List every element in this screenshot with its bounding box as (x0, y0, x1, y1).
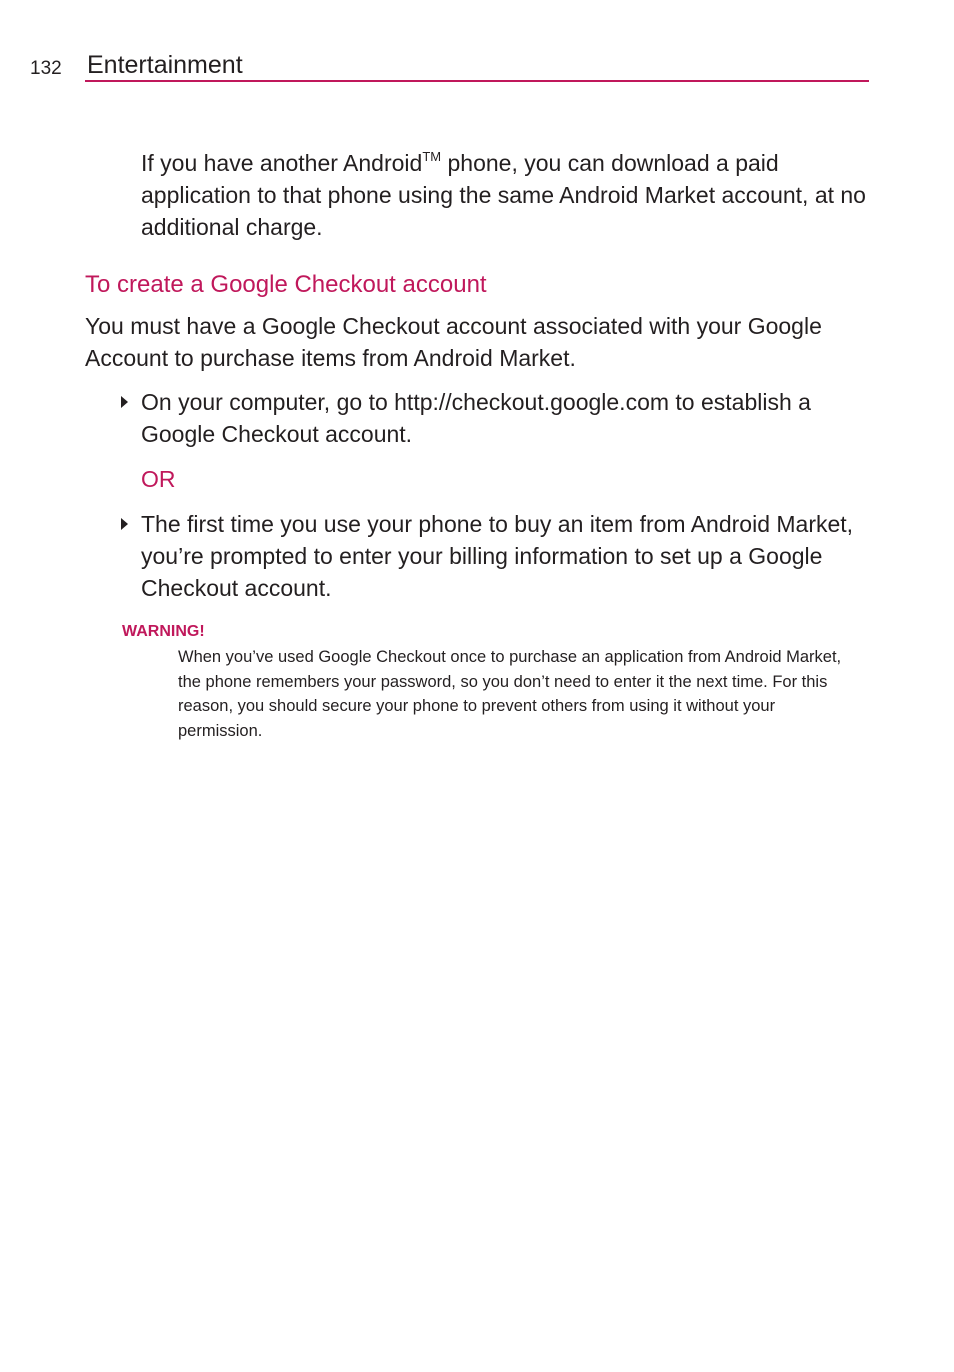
bullet-text: The first time you use your phone to buy an item from Android Market, you’re prompted to enter your billing information to set up a Google Checkout account. (141, 511, 854, 601)
subheading: To create a Google Checkout account (85, 271, 487, 298)
intro-text-end: phone, you can download a paid application to that phone using the same Android Market account, at no additional charge. (141, 150, 866, 240)
bullet-item (141, 508, 861, 604)
bullet-arrow-icon (121, 396, 128, 408)
warning-label: WARNING! (122, 623, 205, 640)
bullet-item (141, 386, 861, 450)
trademark-superscript: TM (422, 149, 442, 164)
or-label: OR (141, 466, 176, 492)
bullet-text: On your computer, go to http://checkout.google.com to establish a Google Checkout account. (141, 389, 811, 447)
bullet-arrow-icon (121, 518, 128, 530)
intro-text-start: If you have another Android (141, 150, 423, 176)
section-title: Entertainment (87, 51, 243, 79)
intro-paragraph (141, 147, 871, 243)
warning-text: When you’ve used Google Checkout once to purchase an application from Android Market, the phone remembers your password, so you don’t need to enter it the next time. For this reason, you should secure your phone to prevent others from using it without your permission. (178, 648, 842, 741)
lead-paragraph: You must have a Google Checkout account associated with your Google Account to purchase items from Android Market. (85, 313, 822, 371)
page-number: 132 (30, 58, 62, 79)
header-rule (85, 80, 869, 82)
